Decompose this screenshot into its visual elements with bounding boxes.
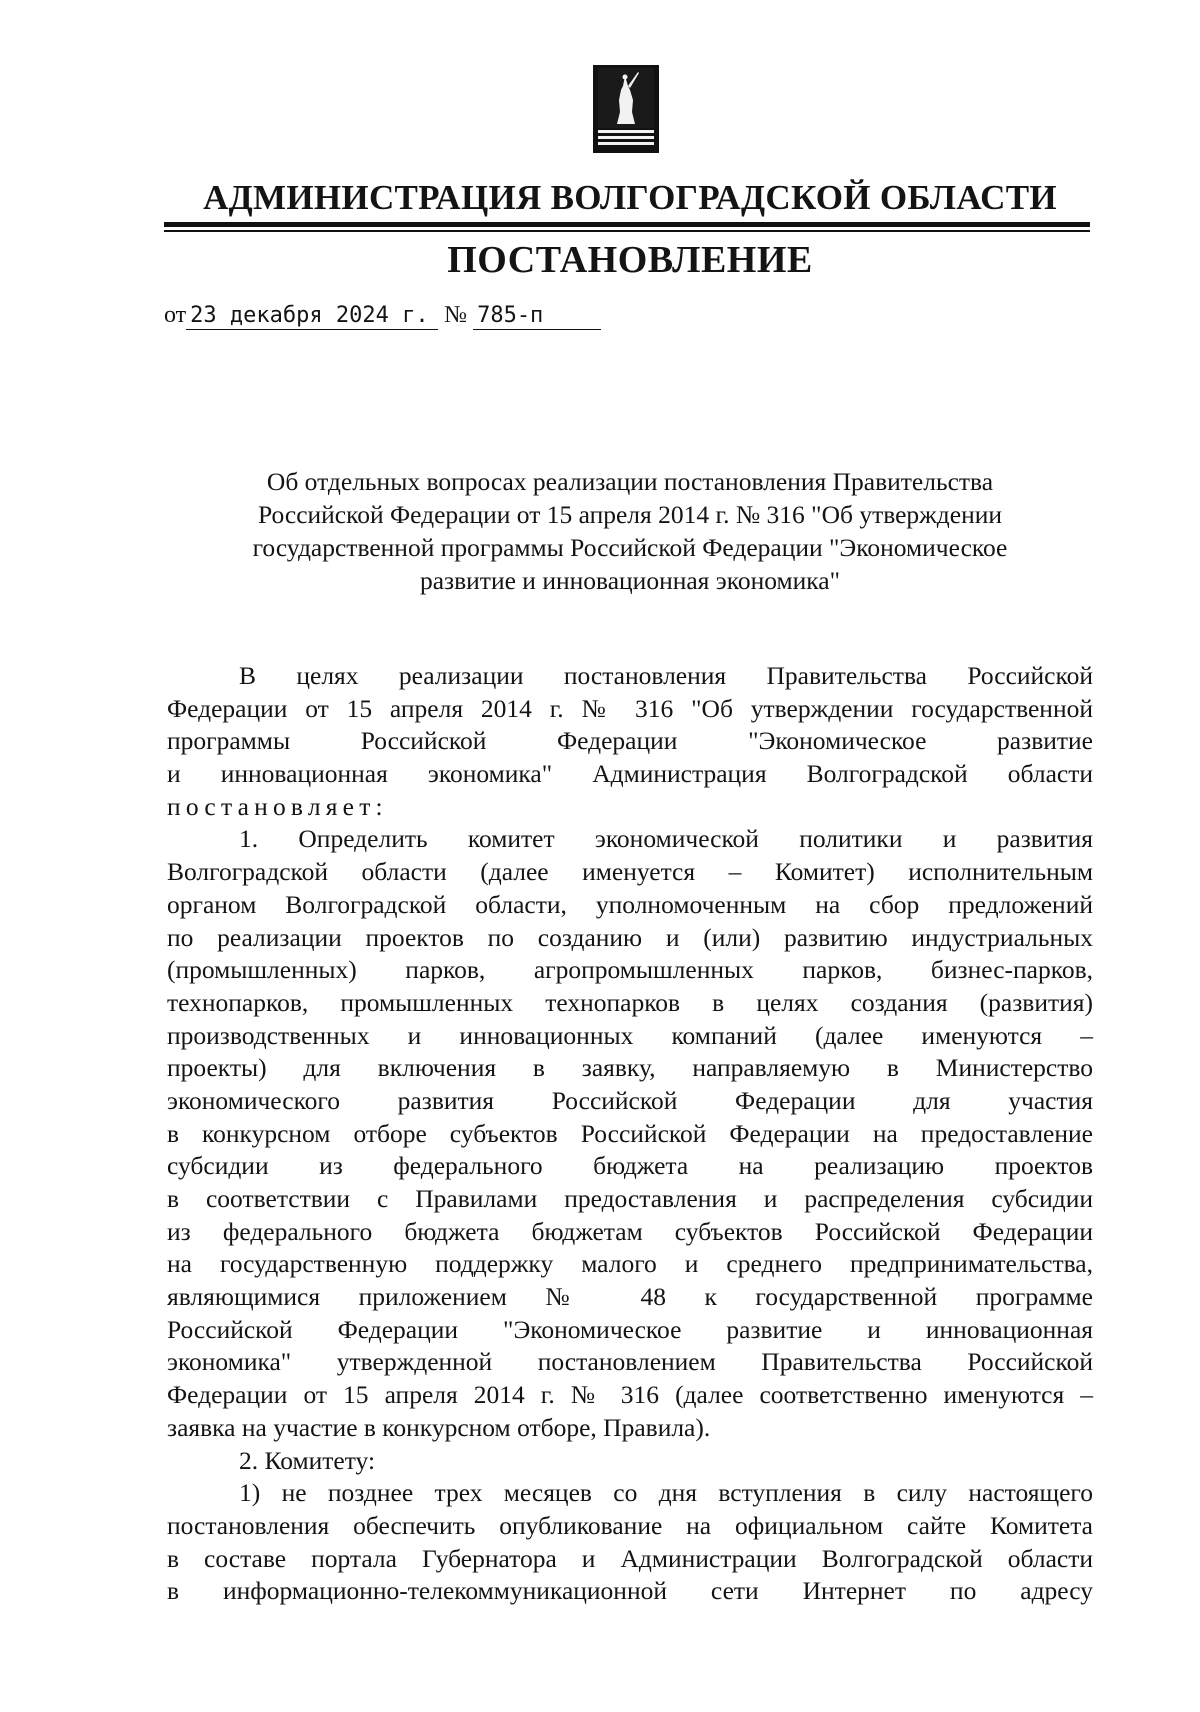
body-line: из федерального бюджета бюджетам субъектов Российской Федерации — [167, 1216, 1093, 1246]
body-line: производственных и инновационных компаний (далее именуются – — [167, 1020, 1093, 1050]
body-line: органом Волгоградской области, уполномоченным на сбор предложений — [167, 889, 1093, 919]
document-number: 785-п — [473, 303, 601, 330]
body-line: программы Российской Федерации "Экономическое развитие — [167, 726, 1093, 756]
body-line: Федерации от 15 апреля 2014 г. № 316 (далее соответственно именуются – — [167, 1380, 1093, 1410]
header-rule-thick — [164, 222, 1090, 227]
body-line: в информационно-телекоммуникационной сети Интернет по адресу — [167, 1576, 1093, 1606]
body-line: в соответствии с Правилами предоставления и распределения субсидии — [167, 1184, 1093, 1213]
subject-line: Об отдельных вопросах реализации постановления Правительства — [266, 467, 994, 496]
body-line: экономического развития Российской Федерации для участия — [167, 1085, 1093, 1115]
header-rule-thin — [164, 230, 1090, 232]
number-label: № — [444, 302, 468, 328]
registration-line — [164, 302, 601, 330]
body-line: по реализации проектов по созданию и (или) развитию индустриальных — [167, 922, 1093, 952]
body-line: на государственную поддержку малого и среднего предпринимательства, — [167, 1249, 1093, 1279]
subject-line: развитие и инновационная экономика" — [419, 566, 840, 595]
body-line: В целях реализации постановления Правительства Российской — [239, 661, 1093, 690]
body-line: Российской Федерации "Экономическое развитие и инновационная — [167, 1314, 1093, 1344]
body-line: являющимися приложением № 48 к государственной программе — [167, 1282, 1093, 1312]
body-line: и инновационная экономика" Администрация Волгоградской области — [167, 759, 1093, 789]
body-line: в конкурсном отборе субъектов Российской Федерации на предоставление — [167, 1118, 1093, 1148]
body-line: (промышленных) парков, агропромышленных парков, бизнес-парков, — [167, 955, 1093, 985]
document-date: 23 декабря 2024 г. — [186, 303, 438, 330]
date-prefix-label: от — [164, 302, 187, 328]
subject-line: Российской Федерации от 15 апреля 2014 г. № 316 "Об утверждении — [257, 500, 1003, 529]
body-line: 1. Определить комитет экономической политики и развития — [239, 824, 1093, 854]
body-line: Волгоградской области (далее именуется – Комитет) исполнительным — [167, 857, 1093, 887]
body-line: экономика" утвержденной постановлением Правительства Российской — [167, 1347, 1093, 1377]
body-line: заявка на участие в конкурсном отборе, Правила). — [167, 1412, 711, 1442]
body-line: постановления обеспечить опубликование на официальном сайте Комитета — [167, 1510, 1093, 1540]
body-line: проекты) для включения в заявку, направляемую в Министерство — [167, 1053, 1093, 1083]
body-line: субсидии из федерального бюджета на реализацию проектов — [167, 1151, 1093, 1181]
document-body — [167, 660, 1093, 1608]
body-line: 1) не позднее трех месяцев со дня вступления в силу настоящего — [239, 1478, 1093, 1508]
body-line: 2. Комитету: — [239, 1445, 376, 1475]
organization-title: АДМИНИСТРАЦИЯ ВОЛГОГРАДСКОЙ ОБЛАСТИ — [203, 178, 1057, 217]
document-type-title: ПОСТАНОВЛЕНИЕ — [447, 239, 813, 281]
coat-of-arms-emblem — [592, 64, 660, 154]
subject-line: государственной программы Российской Федерации "Экономическое — [252, 533, 1008, 562]
body-line: в составе портала Губернатора и Администрации Волгоградской области — [167, 1543, 1093, 1573]
document-subject — [180, 465, 1080, 597]
body-line: постановляет: — [167, 791, 388, 821]
body-line: технопарков, промышленных технопарков в целях создания (развития) — [167, 987, 1093, 1017]
body-line: Федерации от 15 апреля 2014 г. № 316 "Об утверждении государственной — [167, 693, 1093, 723]
